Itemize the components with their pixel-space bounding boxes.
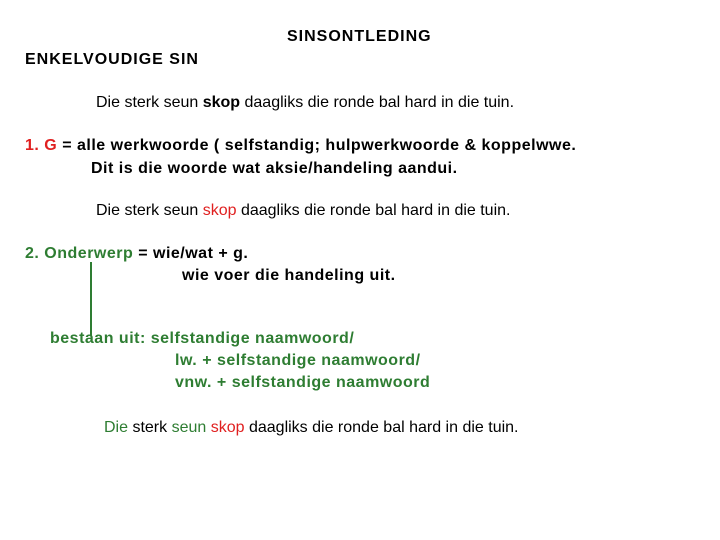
rule-text: = wie/wat + g.: [133, 245, 249, 262]
sentence-text: Die sterk seun: [96, 202, 203, 219]
word-seun: seun: [171, 419, 207, 436]
example-sentence-1: [96, 94, 514, 112]
rule-2: [25, 245, 248, 263]
verb-highlight: skop: [202, 202, 237, 219]
verb-highlight: skop: [210, 419, 245, 436]
rule-letter-g: G: [44, 137, 58, 154]
rule-1: [25, 137, 576, 155]
consists-line-2: lw. + selfstandige naamwoord/: [175, 352, 421, 369]
rule-text: = alle werkwoorde ( selfstandig; hulpwerkwoorde & koppelwwe.: [57, 137, 577, 154]
example-sentence-3: [104, 419, 519, 437]
sentence-text: sterk: [128, 419, 172, 436]
example-sentence-2: [96, 202, 510, 220]
page-title: SINSONTLEDING: [287, 28, 432, 45]
rule-2-line-2: wie voer die handeling uit.: [182, 267, 396, 284]
sentence-text: daagliks die ronde bal hard in die tuin.: [244, 419, 519, 436]
rule-number: 1.: [25, 137, 45, 154]
rule-1-line-2: Dit is die woorde wat aksie/handeling aandui.: [91, 160, 458, 177]
word-die: Die: [104, 419, 129, 436]
consists-line-1: bestaan uit: selfstandige naamwoord/: [50, 330, 355, 347]
connector-line: [90, 262, 92, 336]
sentence-text: Die sterk seun: [96, 94, 203, 111]
subtitle: ENKELVOUDIGE SIN: [25, 51, 199, 68]
sentence-text: daagliks die ronde bal hard in die tuin.: [240, 94, 515, 111]
rule-subject: Onderwerp: [44, 245, 134, 262]
verb-highlight: skop: [202, 94, 241, 111]
rule-number: 2.: [25, 245, 45, 262]
sentence-text: daagliks die ronde bal hard in die tuin.: [236, 202, 511, 219]
consists-line-3: vnw. + selfstandige naamwoord: [175, 374, 431, 391]
